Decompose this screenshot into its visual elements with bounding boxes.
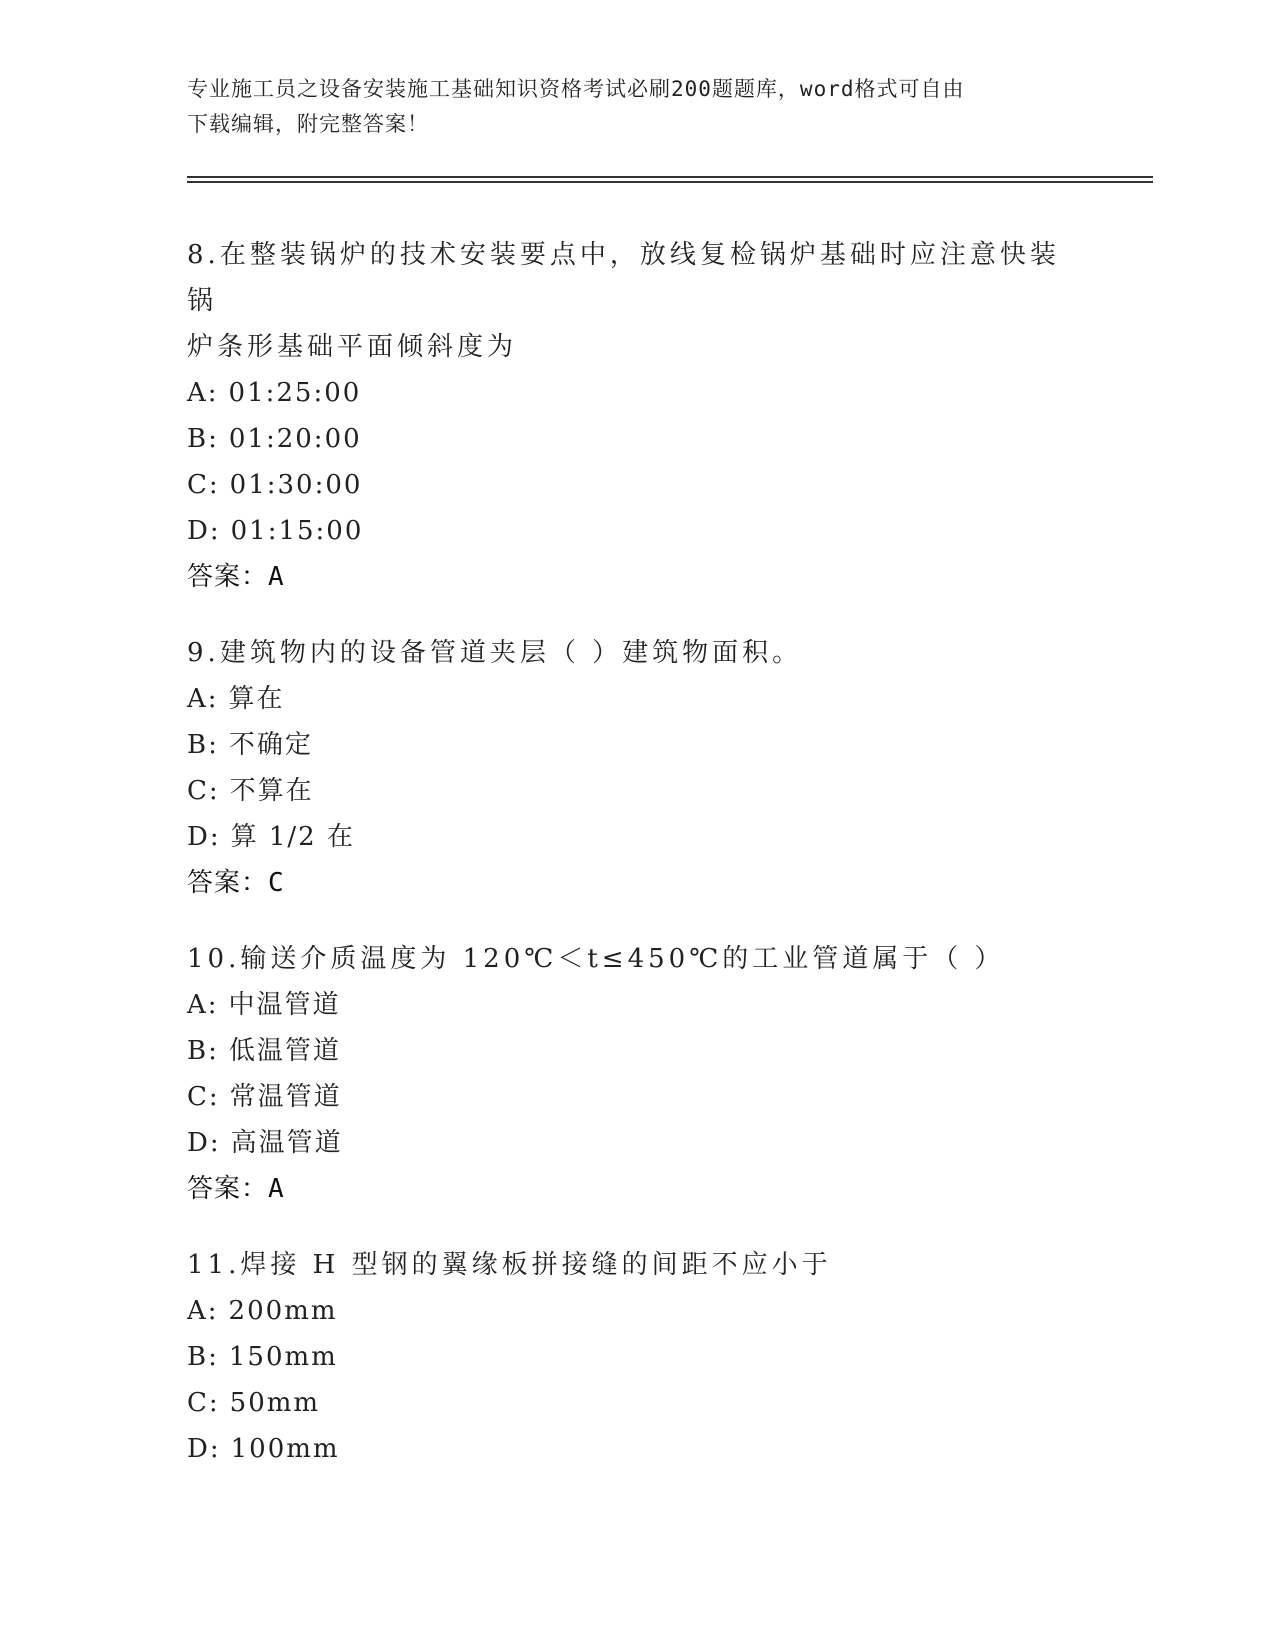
question-text-line-1: 在整装锅炉的技术安装要点中，放线复检锅炉基础时应注意快装锅 <box>187 240 1060 316</box>
option-a <box>187 370 1087 416</box>
question-list <box>187 232 1087 1502</box>
option-value: 200mm <box>228 1296 338 1326</box>
option-value: 50mm <box>229 1388 321 1418</box>
option-key: C: <box>187 470 220 500</box>
option-key: B: <box>187 1036 219 1066</box>
question-text-line-1: 焊接 H 型钢的翼缘板拼接缝的间距不应小于 <box>240 1250 832 1280</box>
option-b <box>187 1334 1087 1380</box>
option-b <box>187 416 1087 462</box>
document-header <box>187 72 1087 142</box>
option-value: 中温管道 <box>228 990 341 1020</box>
option-c <box>187 462 1087 508</box>
answer-line: 答案：A <box>187 562 285 592</box>
option-key: D: <box>187 516 221 546</box>
question-text-line-1: 输送介质温度为 120℃＜t≤450℃的工业管道属于（ ） <box>240 944 1005 974</box>
option-c <box>187 768 1087 814</box>
question-text <box>187 232 1087 324</box>
option-value: 低温管道 <box>228 1036 341 1066</box>
question-11 <box>187 1242 1087 1472</box>
question-number: 11. <box>187 1250 241 1280</box>
question-number: 10. <box>187 944 241 974</box>
header-line-2: 下载编辑，附完整答案！ <box>187 112 429 136</box>
option-value: 算在 <box>228 684 285 714</box>
option-d <box>187 508 1087 554</box>
option-key: D: <box>187 1128 221 1158</box>
option-key: A: <box>187 378 219 408</box>
answer-line: 答案：C <box>187 868 285 898</box>
option-a <box>187 1288 1087 1334</box>
question-text <box>187 1242 1087 1288</box>
question-text <box>187 936 1087 982</box>
option-value: 100mm <box>230 1434 340 1464</box>
option-b <box>187 722 1087 768</box>
option-key: D: <box>187 822 221 852</box>
option-key: A: <box>187 684 219 714</box>
option-key: C: <box>187 1082 220 1112</box>
option-key: C: <box>187 1388 220 1418</box>
option-d <box>187 814 1087 860</box>
option-key: B: <box>187 424 219 454</box>
question-text-line-1: 建筑物内的设备管道夹层（ ）建筑物面积。 <box>219 638 803 668</box>
option-value: 01:25:00 <box>228 378 362 408</box>
option-c <box>187 1380 1087 1426</box>
option-b <box>187 1028 1087 1074</box>
option-key: B: <box>187 1342 219 1372</box>
question-text-line-2: 炉条形基础平面倾斜度为 <box>187 332 518 362</box>
header-divider-top <box>187 176 1153 178</box>
option-d <box>187 1426 1087 1472</box>
question-number: 9. <box>187 638 220 668</box>
question-9 <box>187 630 1087 906</box>
option-value: 算 1/2 在 <box>230 822 355 852</box>
header-line-1: 专业施工员之设备安装施工基础知识资格考试必刷200题题库，word格式可自由 <box>187 77 965 101</box>
answer-line: 答案：A <box>187 1174 285 1204</box>
option-a <box>187 982 1087 1028</box>
option-key: B: <box>187 730 219 760</box>
option-a <box>187 676 1087 722</box>
question-number: 8. <box>187 240 220 270</box>
option-value: 不算在 <box>229 776 314 806</box>
question-text <box>187 630 1087 676</box>
option-c <box>187 1074 1087 1120</box>
option-value: 常温管道 <box>229 1082 342 1112</box>
option-value: 01:15:00 <box>230 516 364 546</box>
option-key: A: <box>187 990 219 1020</box>
option-key: D: <box>187 1434 221 1464</box>
option-key: C: <box>187 776 220 806</box>
question-10 <box>187 936 1087 1212</box>
option-key: A: <box>187 1296 219 1326</box>
option-value: 150mm <box>228 1342 338 1372</box>
option-value: 01:30:00 <box>229 470 363 500</box>
option-value: 01:20:00 <box>228 424 362 454</box>
option-value: 高温管道 <box>230 1128 343 1158</box>
header-divider-bottom <box>187 181 1153 183</box>
question-8 <box>187 232 1087 600</box>
option-d <box>187 1120 1087 1166</box>
option-value: 不确定 <box>228 730 313 760</box>
